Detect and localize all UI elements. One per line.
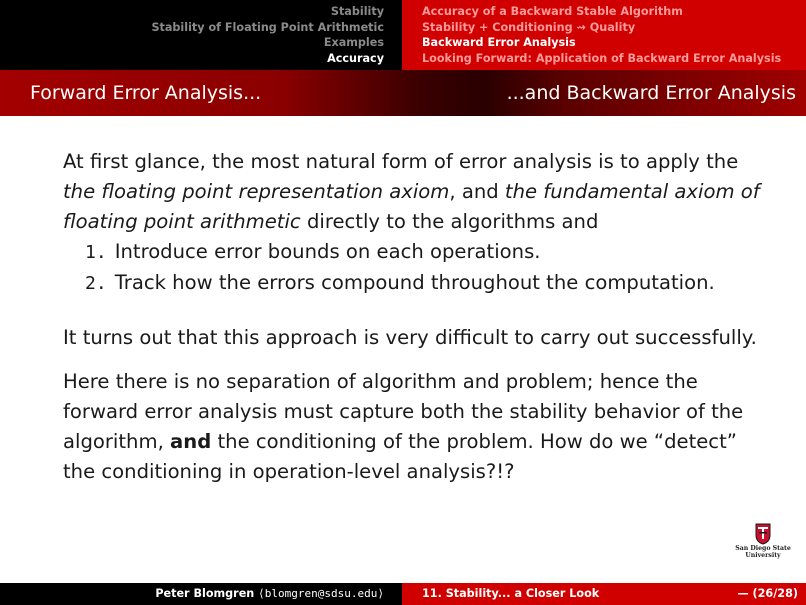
nav-section-accuracy[interactable]: Accuracy bbox=[327, 51, 384, 65]
section-nav-panel bbox=[0, 0, 402, 70]
separation-bold: and bbox=[170, 430, 212, 453]
intro-text-1: At first glance, the most natural form of error analysis is to apply the bbox=[63, 150, 739, 173]
footer-bar bbox=[0, 583, 806, 605]
logo-line-2: University bbox=[745, 552, 781, 559]
footer-right-panel bbox=[402, 583, 806, 605]
frame-title-bar bbox=[0, 70, 806, 116]
intro-emphasis-1: the floating point representation axiom bbox=[63, 180, 450, 203]
separation-text-1: Here there is no separation of algorithm and problem; hence the forward error analysis must capture both the stability behavior of the algorithm, bbox=[63, 370, 744, 453]
footer-left-panel bbox=[0, 583, 402, 605]
footer-talk-title[interactable]: 11. Stability... a Closer Look bbox=[422, 587, 600, 600]
separation-text-2: the conditioning of the problem. How do we “detect” the conditioning in operation-level analysis?!? bbox=[63, 430, 737, 483]
nav-subsection-looking-forward[interactable]: Looking Forward: Application of Backward Error Analysis bbox=[422, 51, 782, 65]
footer-page-number: — (26/28) bbox=[737, 587, 798, 600]
nav-section-stability[interactable]: Stability bbox=[330, 5, 384, 18]
paragraph-intro bbox=[63, 147, 763, 237]
step-number: 1. bbox=[85, 242, 107, 263]
nav-subsection-accuracy-backward-stable[interactable]: Accuracy of a Backward Stable Algorithm bbox=[422, 5, 683, 18]
author-email[interactable]: ⟨blomgren@sdsu.edu⟩ bbox=[258, 587, 384, 600]
slide-body bbox=[63, 147, 763, 487]
nav-subsection-backward-error-analysis[interactable]: Backward Error Analysis bbox=[422, 36, 576, 50]
step-number: 2. bbox=[85, 273, 107, 294]
section-list bbox=[151, 4, 384, 66]
nav-section-stability-fp[interactable]: Stability of Floating Point Arithmetic bbox=[151, 20, 384, 34]
frame-title-right: ...and Backward Error Analysis bbox=[506, 82, 796, 104]
footer-author bbox=[155, 587, 384, 600]
nav-subsection-stability-conditioning[interactable]: Stability + Conditioning ⇝ Quality bbox=[422, 20, 636, 34]
steps-list bbox=[85, 237, 763, 299]
university-logo bbox=[732, 523, 794, 567]
paragraph-separation bbox=[63, 367, 763, 487]
list-item bbox=[85, 268, 763, 299]
subsection-list bbox=[422, 4, 781, 66]
step-text: Introduce error bounds on each operations. bbox=[114, 240, 541, 263]
author-name: Peter Blomgren bbox=[155, 587, 255, 600]
sdsu-shield-icon bbox=[755, 523, 771, 545]
top-navigation-bar bbox=[0, 0, 806, 70]
list-item bbox=[85, 237, 763, 268]
subsection-nav-panel bbox=[402, 0, 806, 70]
intro-text-3: directly to the algorithms and bbox=[300, 210, 599, 233]
intro-emphasis-2: the fundamental axiom of floating point arithmetic bbox=[63, 180, 760, 233]
nav-section-examples[interactable]: Examples bbox=[323, 36, 384, 50]
paragraph-difficulty: It turns out that this approach is very difficult to carry out successfully. bbox=[63, 326, 757, 349]
logo-line-1: San Diego State bbox=[735, 545, 791, 552]
intro-text-2: , and bbox=[449, 180, 505, 203]
frame-title-left: Forward Error Analysis... bbox=[30, 82, 262, 104]
step-text: Track how the errors compound throughout the computation. bbox=[114, 271, 715, 294]
